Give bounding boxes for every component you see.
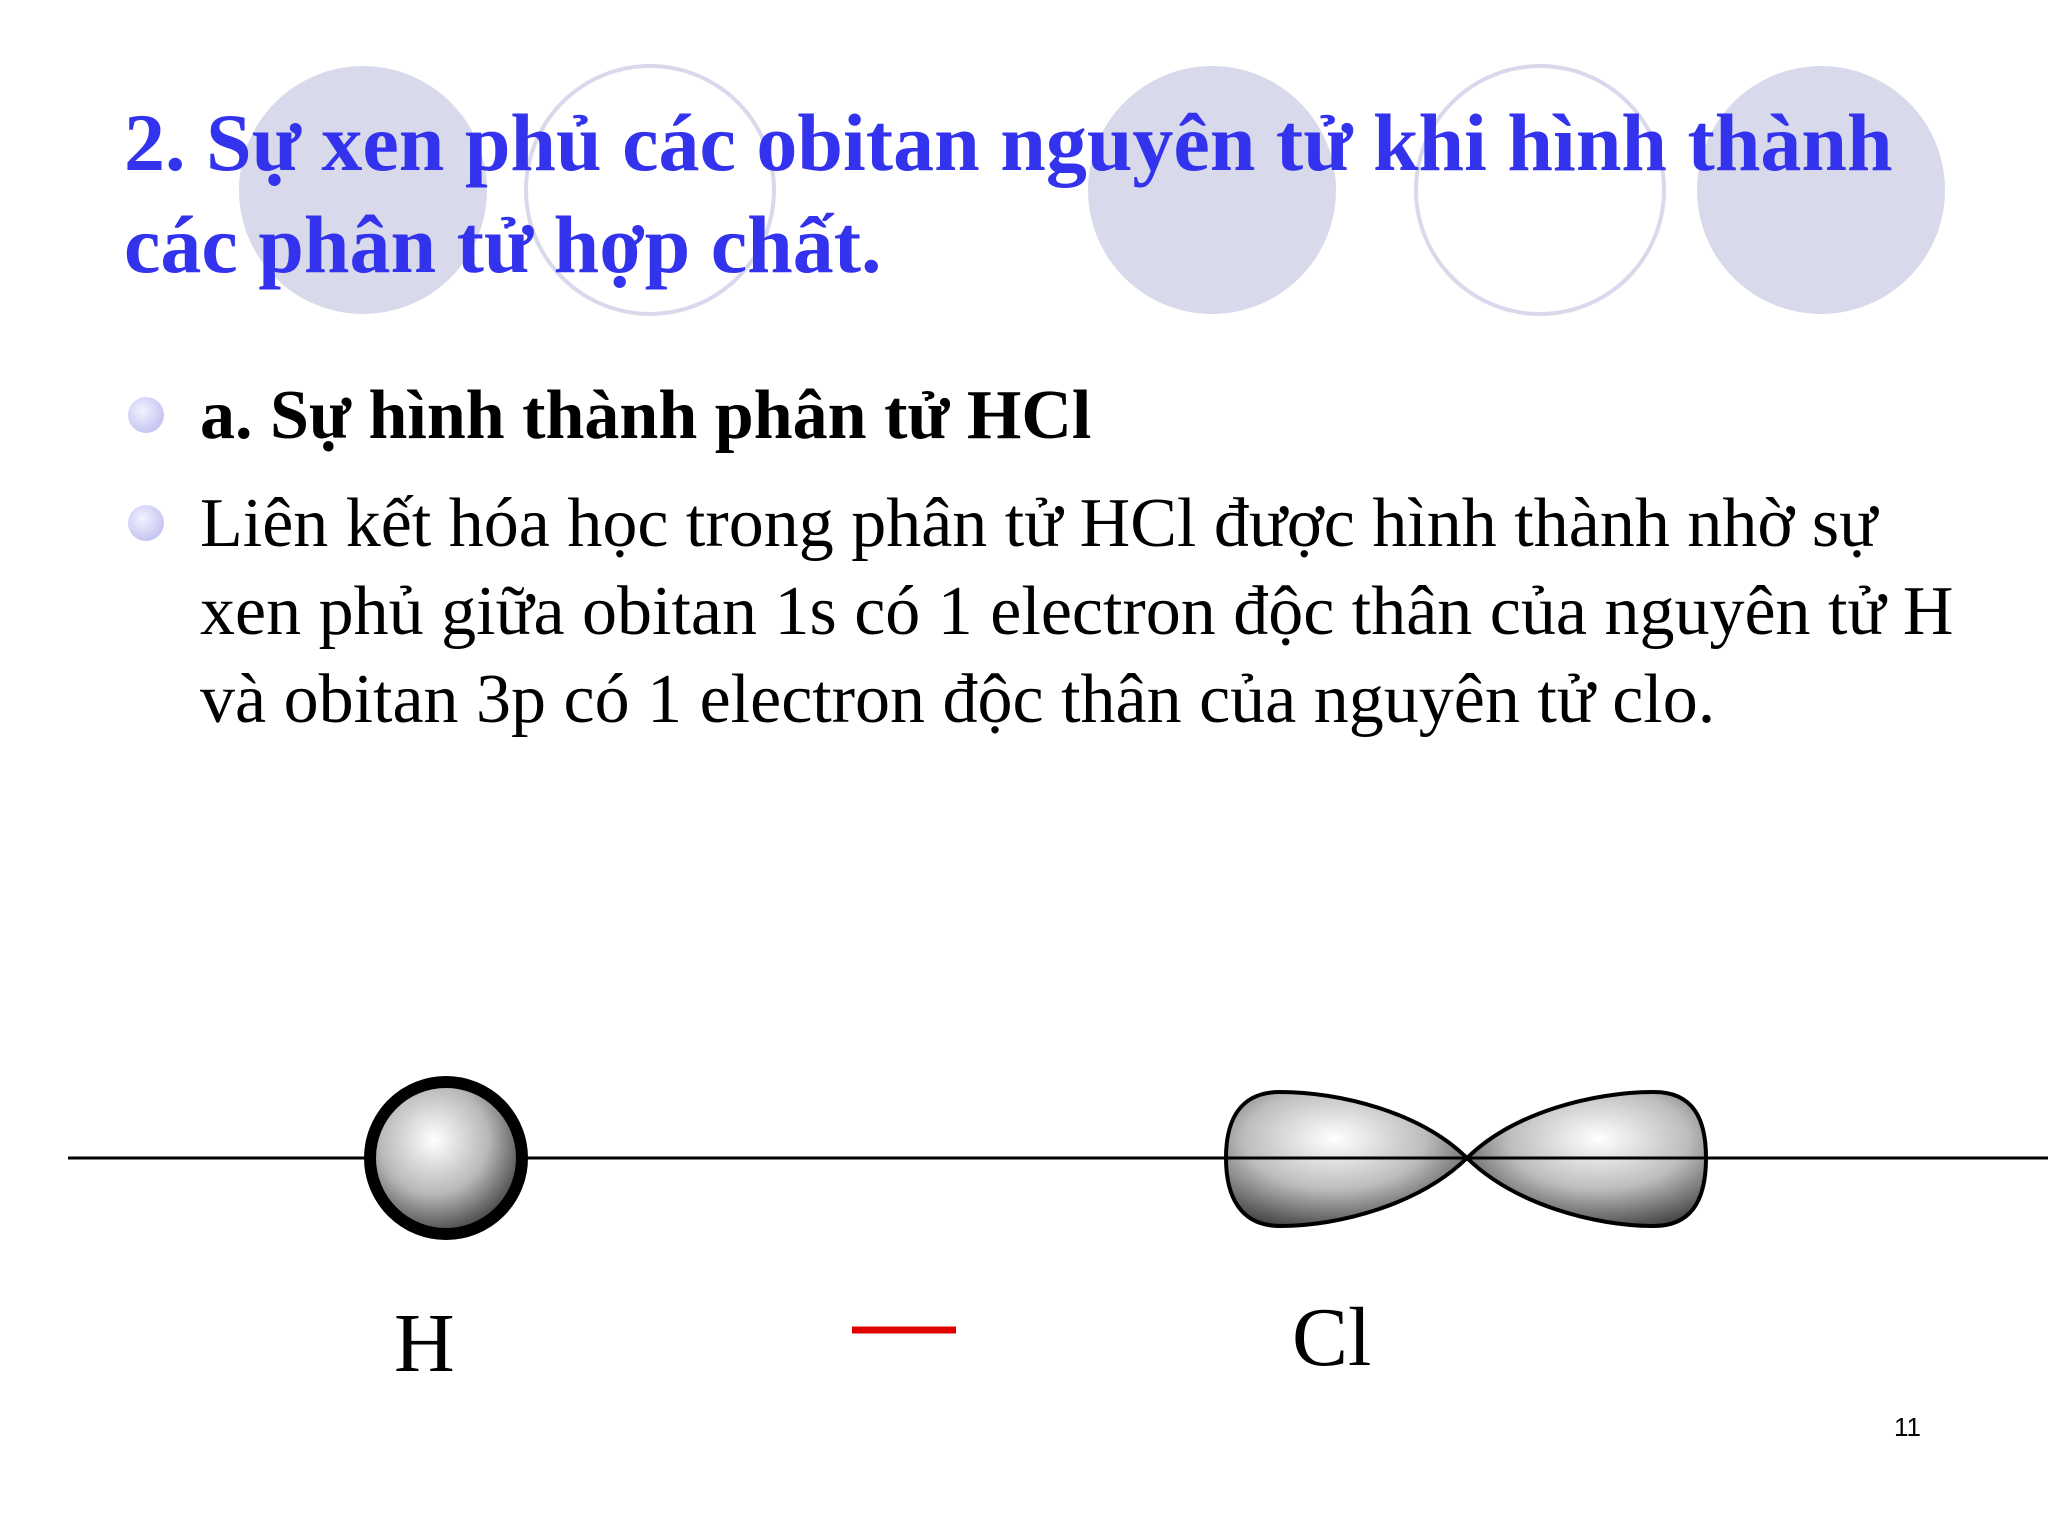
cl-atom-label: Cl [1292,1291,1372,1384]
bullet-text: Liên kết hóa học trong phân tử HCl được hình thành nhờ sự xen phủ giữa obitan 1s có 1 electron độc thân của nguyên tử H và obitan 3p có 1 electron độc thân của nguyên tử clo. [200,485,1954,738]
h-1s-orbital-sphere [370,1082,522,1234]
slide-title: 2. Sự xen phủ các obitan nguyên tử khi hình thành các phân tử hợp chất. [124,97,1893,290]
h-atom-label: H [394,1297,455,1390]
bullet-text: a. Sự hình thành phân tử HCl [200,377,1092,454]
page-number: 11 [1894,1412,1921,1442]
